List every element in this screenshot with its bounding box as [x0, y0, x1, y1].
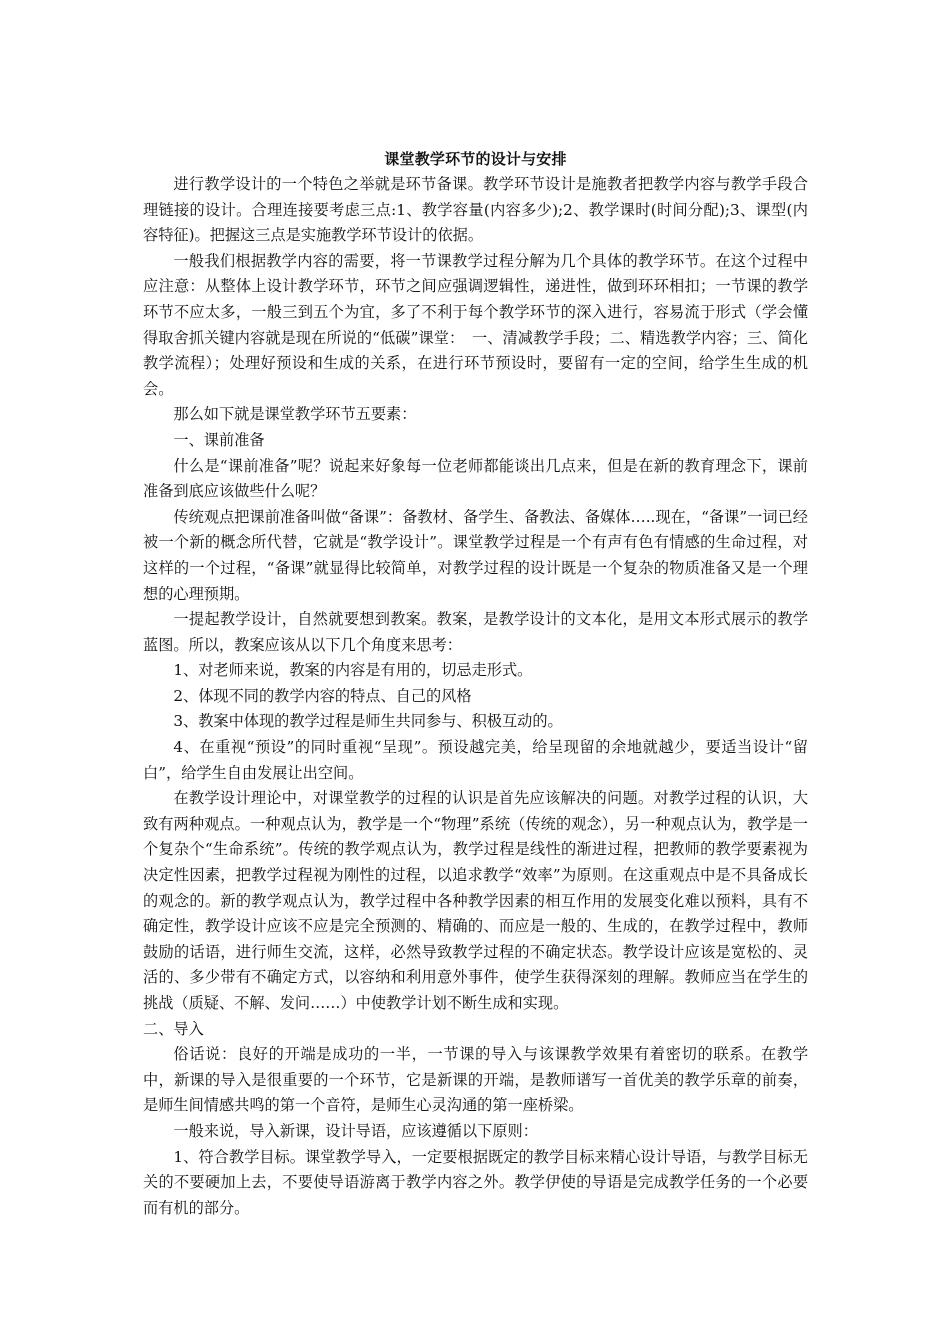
body-paragraph: 传统观点把课前准备叫做“备课”：备教材、备学生、备教法、备媒体…..现在，“备课”一词已经被一个新的概念所代替，它就是“教学设计”。课堂教学过程是一个有声有色有情感的生命过程，对这样的一个过程，“备课”就显得比较简单，对教学过程的设计既是一个复杂的物质准备又是一个理想的心理预期。	[143, 507, 808, 603]
body-paragraph: 3、教案中体现的教学过程是师生共同参与、积极互动的。	[173, 712, 563, 731]
body-paragraph: 进行教学设计的一个特色之举就是环节备课。教学环节设计是施教者把教学内容与教学手段合理链接的设计。合理连接要考虑三点:1、教学容量(内容多少);2、教学课时(时间分配);3、课型(内容特征)。把握这三点是实施教学环节设计的依据。	[143, 175, 808, 245]
body-paragraph: 4、在重视“预设”的同时重视“呈现”。预设越完美，给呈现留的余地就越少，要适当设计“留白”，给学生自由发展让出空间。	[143, 738, 808, 782]
document-page	[143, 146, 808, 1221]
body-paragraph: 一、课前准备	[173, 430, 265, 449]
body-paragraph: 1、对老师来说，教案的内容是有用的，切忌走形式。	[173, 661, 533, 680]
body-paragraph: 2、体现不同的教学内容的特点、自己的风格	[173, 686, 472, 705]
body-paragraph: 二、导入	[143, 1019, 204, 1038]
document-body	[143, 172, 808, 1221]
body-paragraph: 那么如下就是课堂教学环节五要素：	[173, 405, 417, 424]
document-title: 课堂教学环节的设计与安排	[384, 150, 567, 168]
body-paragraph: 1、符合教学目标。课堂教学导入，一定要根据既定的教学目标来精心设计导语，与教学目标无关的不要硬加上去，不要使导语游离于教学内容之外。教学伊使的导语是完成教学任务的一个必要而有机的部分。	[143, 1147, 808, 1217]
body-paragraph: 一般我们根据教学内容的需要，将一节课教学过程分解为几个具体的教学环节。在这个过程中应注意：从整体上设计教学环节，环节之间应强调逻辑性，递进性，做到环环相扣；一节课的教学环节不应太多，一般三到五个为宜，多了不利于每个教学环节的深入进行，容易流于形式（学会懂得取舍抓关键内容就是现在所说的“低碳”课堂： 一、清减教学手段；二、精选教学内容；三、简化教学流程）；处理好预设和生成的关系，在进行环节预设时，要留有一定的空间，给学生生成的机会。	[143, 251, 808, 398]
body-paragraph: 一般来说，导入新课，设计导语，应该遵循以下原则：	[173, 1121, 538, 1140]
body-paragraph: 在教学设计理论中，对课堂教学的过程的认识是首先应该解决的问题。对教学过程的认识，大致有两种观点。一种观点认为，教学是一个“物理”系统（传统的观念），另一种观点认为，教学是一个复杂个“生命系统”。传统的教学观点认为，教学过程是线性的渐进过程，把教师的教学要素视为决定性因素，把教学过程视为刚性的过程，以追求教学“效率”为原则。在这重观点中是不具备成长的观念的。新的教学观点认为，教学过程中各种教学因素的相互作用的发展变化难以预料，具有不确定性，教学设计应该不应是完全预测的、精确的、而应是一般的、生成的，在教学过程中，教师鼓励的话语，进行师生交流，这样，必然导致教学过程的不确定状态。教学设计应该是宽松的、灵活的、多少带有不确定方式，以容纳和利用意外事件，使学生获得深刻的理解。教师应当在学生的挑战（质疑、不解、发问……）中使教学计划不断生成和实现。	[143, 789, 808, 1012]
body-paragraph: 一提起教学设计，自然就要想到教案。教案，是教学设计的文本化，是用文本形式展示的教学蓝图。所以，教案应该从以下几个角度来思考：	[143, 610, 808, 654]
body-paragraph: 什么是“课前准备”呢？说起来好象每一位老师都能谈出几点来，但是在新的教育理念下，课前准备到底应该做些什么呢？	[143, 456, 808, 501]
body-paragraph: 俗话说：良好的开端是成功的一半，一节课的导入与该课教学效果有着密切的联系。在教学中，新课的导入是很重要的一个环节，它是新课的开端，是教师谱写一首优美的教学乐章的前奏，是师生间情感共鸣的第一个音符，是师生心灵沟通的第一座桥梁。	[143, 1045, 808, 1115]
